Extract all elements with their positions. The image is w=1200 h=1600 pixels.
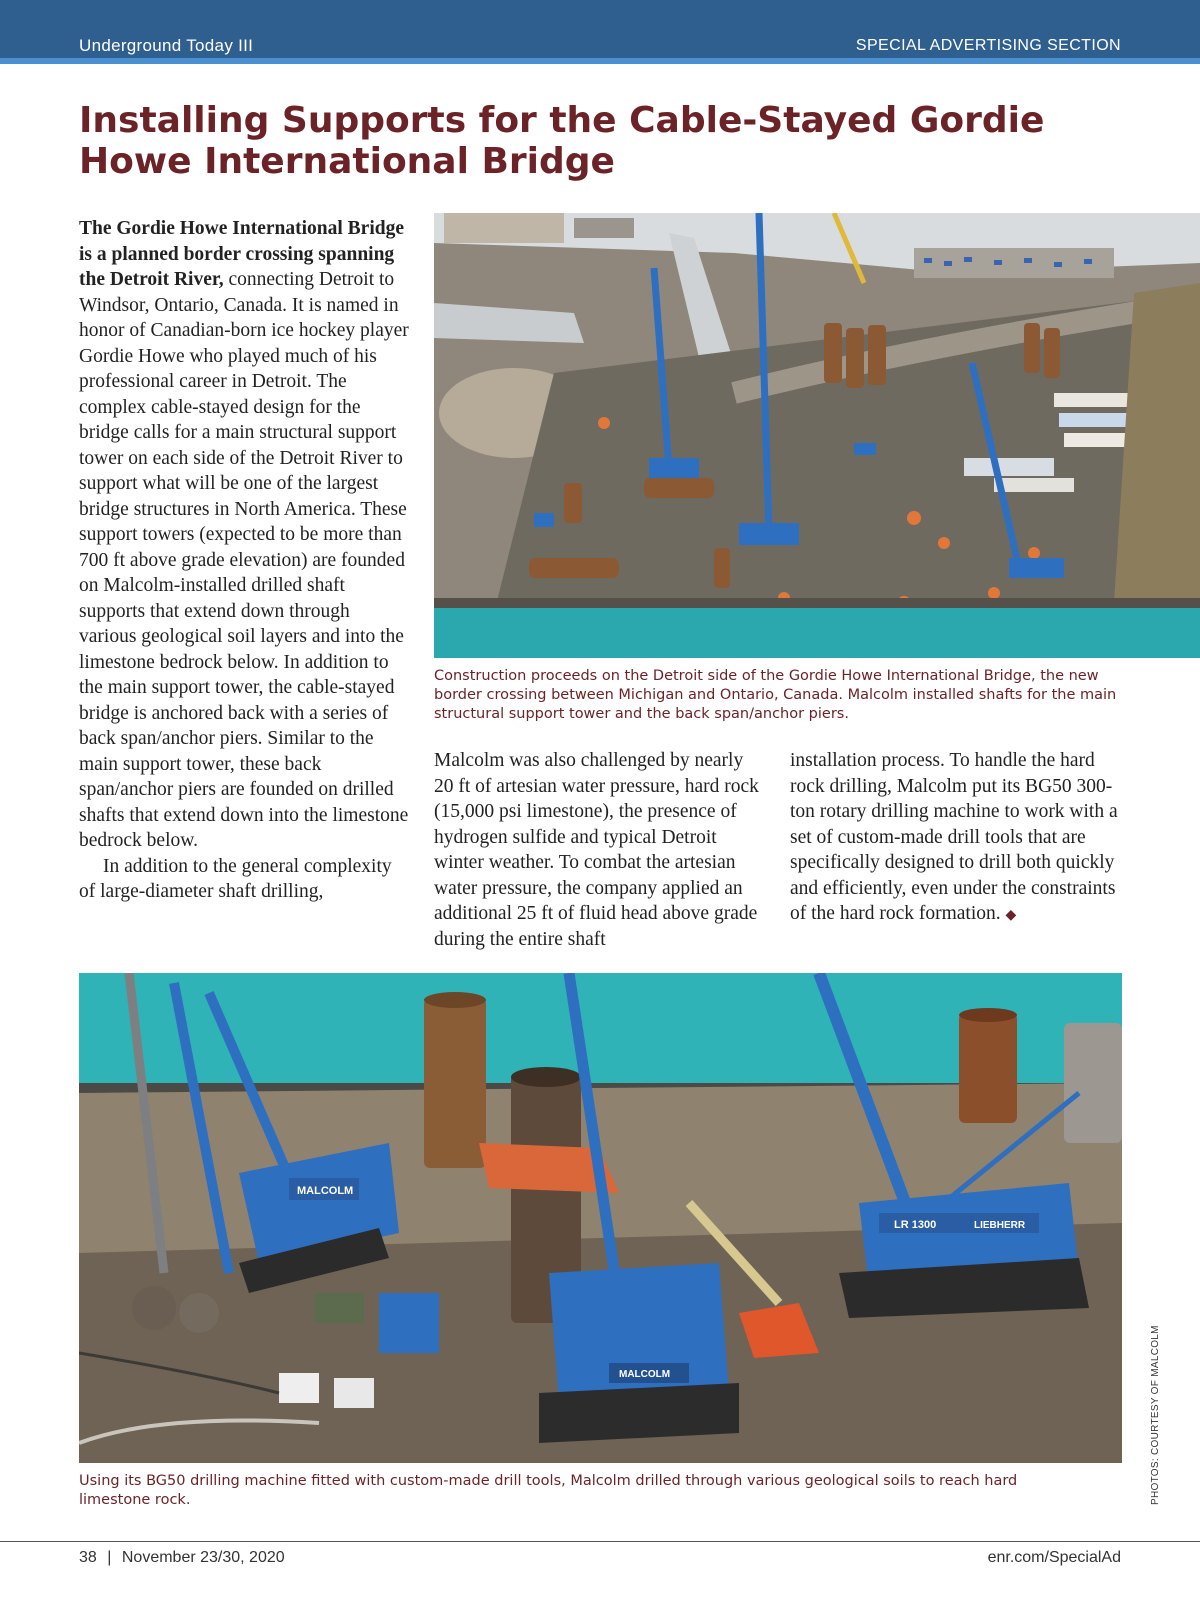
crane-brand-label: LIEBHERR — [974, 1220, 1026, 1231]
column-1-paragraph-2: In addition to the general complexity of large-diameter shaft drilling, — [79, 855, 392, 902]
end-mark-icon: ◆ — [1005, 908, 1017, 923]
issue-date: November 23/30, 2020 — [121, 1549, 285, 1566]
rig-brand-label: MALCOLM — [297, 1185, 354, 1197]
crane-model-label: LR 1300 — [894, 1219, 937, 1231]
aerial-site-photo — [434, 213, 1200, 658]
body-column-3 — [790, 748, 1120, 929]
article-title: Installing Supports for the Cable-Stayed Gordie Howe International Bridge — [79, 100, 1045, 182]
photo-1-caption: Construction proceeds on the Detroit side of the Gordie Howe International Bridge, the new border crossing between Michigan and Ontario, Canada. Malcolm installed shafts for the main structural support tower and the back span/anchor piers. — [434, 668, 1117, 722]
lead-sentence: The Gordie Howe International Bridge is a planned border crossing spanning the Detroit River, — [79, 218, 404, 290]
column-3-body: installation process. To handle the hard rock drilling, Malcolm put its BG50 300-ton rotary drilling machine to work with a set of custom-made drill tools that are specifically designed to drill both quickly and efficiently, even under the constraints of the hard rock formation. — [790, 750, 1118, 924]
footer-page-info — [79, 1549, 285, 1567]
column-1-body: connecting Detroit to Windsor, Ontario, Canada. It is named in honor of Canadian-born ice hockey player Gordie Howe who played much of his professional career in Detroit. The complex cable-stayed design for the bridge calls for a main structural support tower on each side of the Detroit River to support what will be one of the largest bridge structures in North America. These support towers (expected to be more than 700 ft above grade elevation) are founded on Malcolm-installed drilled shaft supports that extend down through various geological soil layers and into the limestone bedrock below. In addition to the main support tower, the cable-stayed bridge is anchored back with a series of back span/anchor piers. Similar to the main support tower, these back span/anchor piers are founded on drilled shafts that extend down into the limestone bedrock below. — [79, 269, 409, 851]
body-column-2: Malcolm was also challenged by nearly 20 ft of artesian water pressure, hard rock (15,000 psi limestone), the presence of hydrogen sulfide and typical Detroit winter weather. To combat the artesian water pressure, the company applied an additional 25 ft of fluid head above grade during the entire shaft — [434, 750, 759, 950]
footer-separator: | — [107, 1549, 112, 1566]
footer-divider — [0, 1541, 1200, 1542]
crane-brand-label-bottom: MALCOLM — [619, 1369, 671, 1380]
photo-2-caption: Using its BG50 drilling machine fitted with custom-made drill tools, Malcolm drilled through various geological soils to reach hard limestone rock. — [79, 1473, 1018, 1508]
publication-name: Underground Today III — [79, 36, 254, 55]
drilling-rig-photo — [79, 973, 1122, 1463]
section-label: SPECIAL ADVERTISING SECTION — [855, 37, 1121, 54]
photo-credit: PHOTOS: COURTESY OF MALCOLM — [1150, 1325, 1161, 1505]
body-column-1 — [79, 216, 409, 905]
footer-url[interactable]: enr.com/SpecialAd — [987, 1549, 1121, 1566]
page-number: 38 — [79, 1549, 97, 1566]
header-bar — [0, 0, 1200, 64]
